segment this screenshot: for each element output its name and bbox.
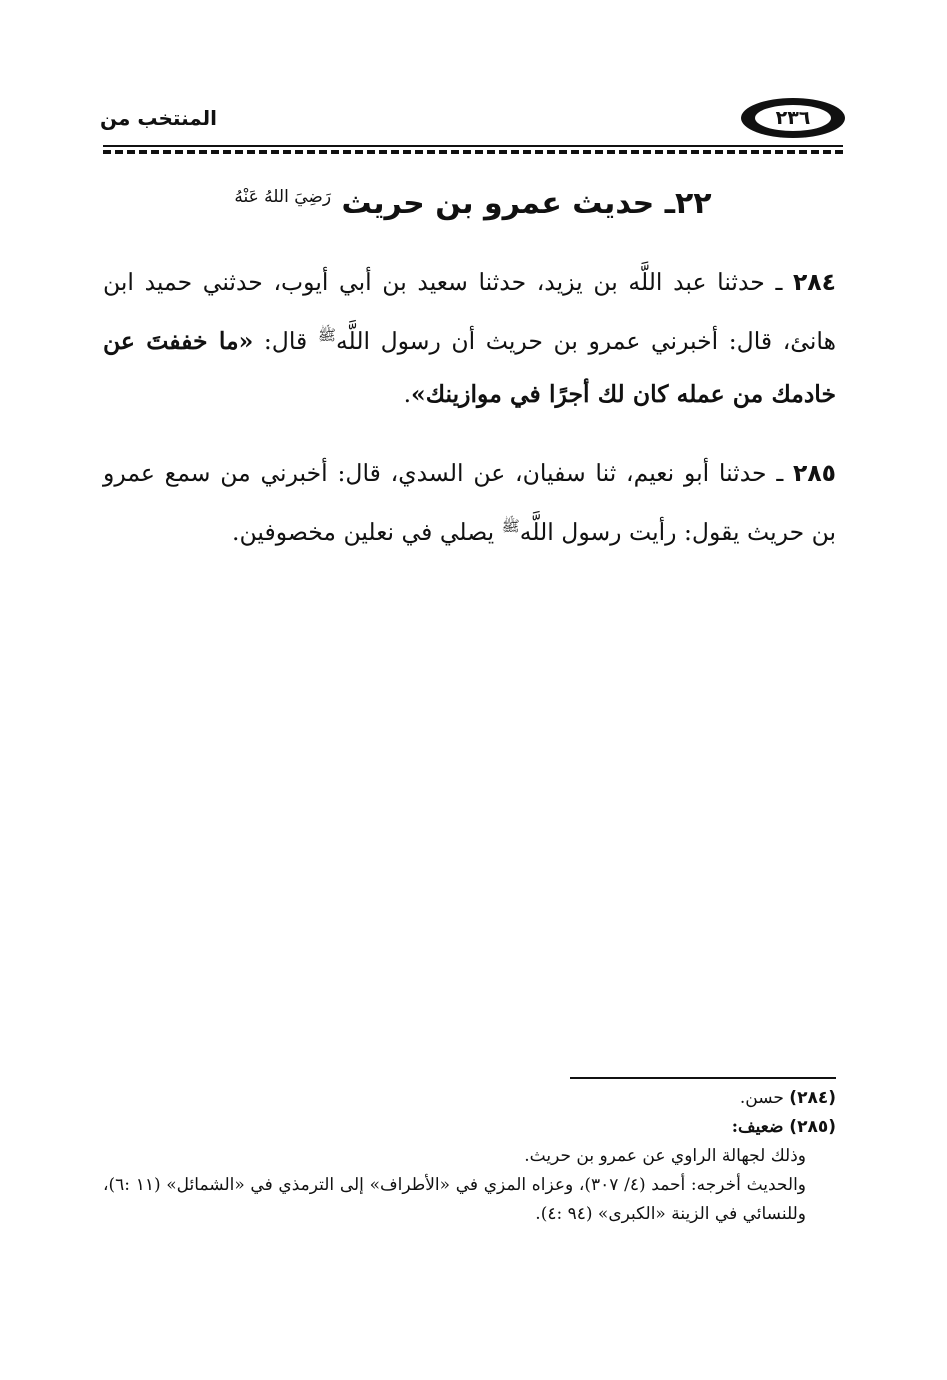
footnotes: [103, 1084, 836, 1229]
hadith-284: [103, 256, 836, 421]
footnote-paragraph: وذلك لجهالة الراوي عن عمرو بن حريث.: [524, 1146, 806, 1166]
chapter-title-text: ٢٢ـ حديث عمرو بن حريث: [341, 186, 712, 221]
footnote-text: حسن.: [739, 1088, 790, 1108]
header-rule: [103, 145, 843, 147]
header-dashed-rule: [103, 150, 843, 154]
salutation-glyph: ﷺ: [501, 516, 520, 535]
hadith-connector: قال:: [253, 326, 318, 355]
footnote-285: [103, 1113, 836, 1142]
footnote-ref: (٢٨٥): [789, 1117, 836, 1137]
hadith-number: ٢٨٤: [792, 268, 836, 296]
hadith-matn: «ما خففتَ عن خادمك من عمله كان لك أجرًا في موازينك»: [103, 326, 836, 408]
hadith-285: [103, 447, 836, 559]
footnote-rule: [570, 1077, 836, 1079]
footnote-text: ضعيف:: [731, 1117, 790, 1137]
running-header: [100, 98, 845, 144]
salutation-glyph: ﷺ: [317, 326, 336, 344]
running-title: المنتخب من: [100, 106, 218, 130]
footnote-284: [103, 1084, 836, 1113]
page-number: ٢٣٦: [755, 105, 831, 131]
page-number-badge: [741, 98, 845, 138]
honorific-glyph: رَضِيَ اللهُ عَنْهُ: [234, 187, 332, 207]
body-text: [103, 256, 836, 585]
hadith-isnad: ـ حدثنا عبد اللَّه بن يزيد، حدثنا سعيد بن أبي أيوب، حدثني حميد ابن هانئ، قال: أخبرني عمرو بن حريث أن رسول اللَّه: [103, 268, 836, 355]
footnote-paragraph: والحديث أخرجه: أحمد (٤/ ٣٠٧)، وعزاه المزي في «الأطراف» إلى الترمذي في «الشمائل» (١١ :٦)، وللنسائي في الزينة «الكبرى» (٩٤ :٤).: [103, 1175, 807, 1224]
hadith-number: ٢٨٥: [792, 458, 837, 487]
footnote-ref: (٢٨٤): [789, 1088, 836, 1108]
hadith-text: يصلي في نعلين مخصوفين.: [232, 517, 502, 546]
hadith-end: .: [403, 379, 412, 408]
hadith-isnad: ـ حدثنا أبو نعيم، ثنا سفيان، عن السدي، قال: أخبرني من سمع عمرو بن حريث يقول: رأيت رسول اللَّه: [103, 458, 836, 546]
chapter-title: [103, 186, 843, 221]
